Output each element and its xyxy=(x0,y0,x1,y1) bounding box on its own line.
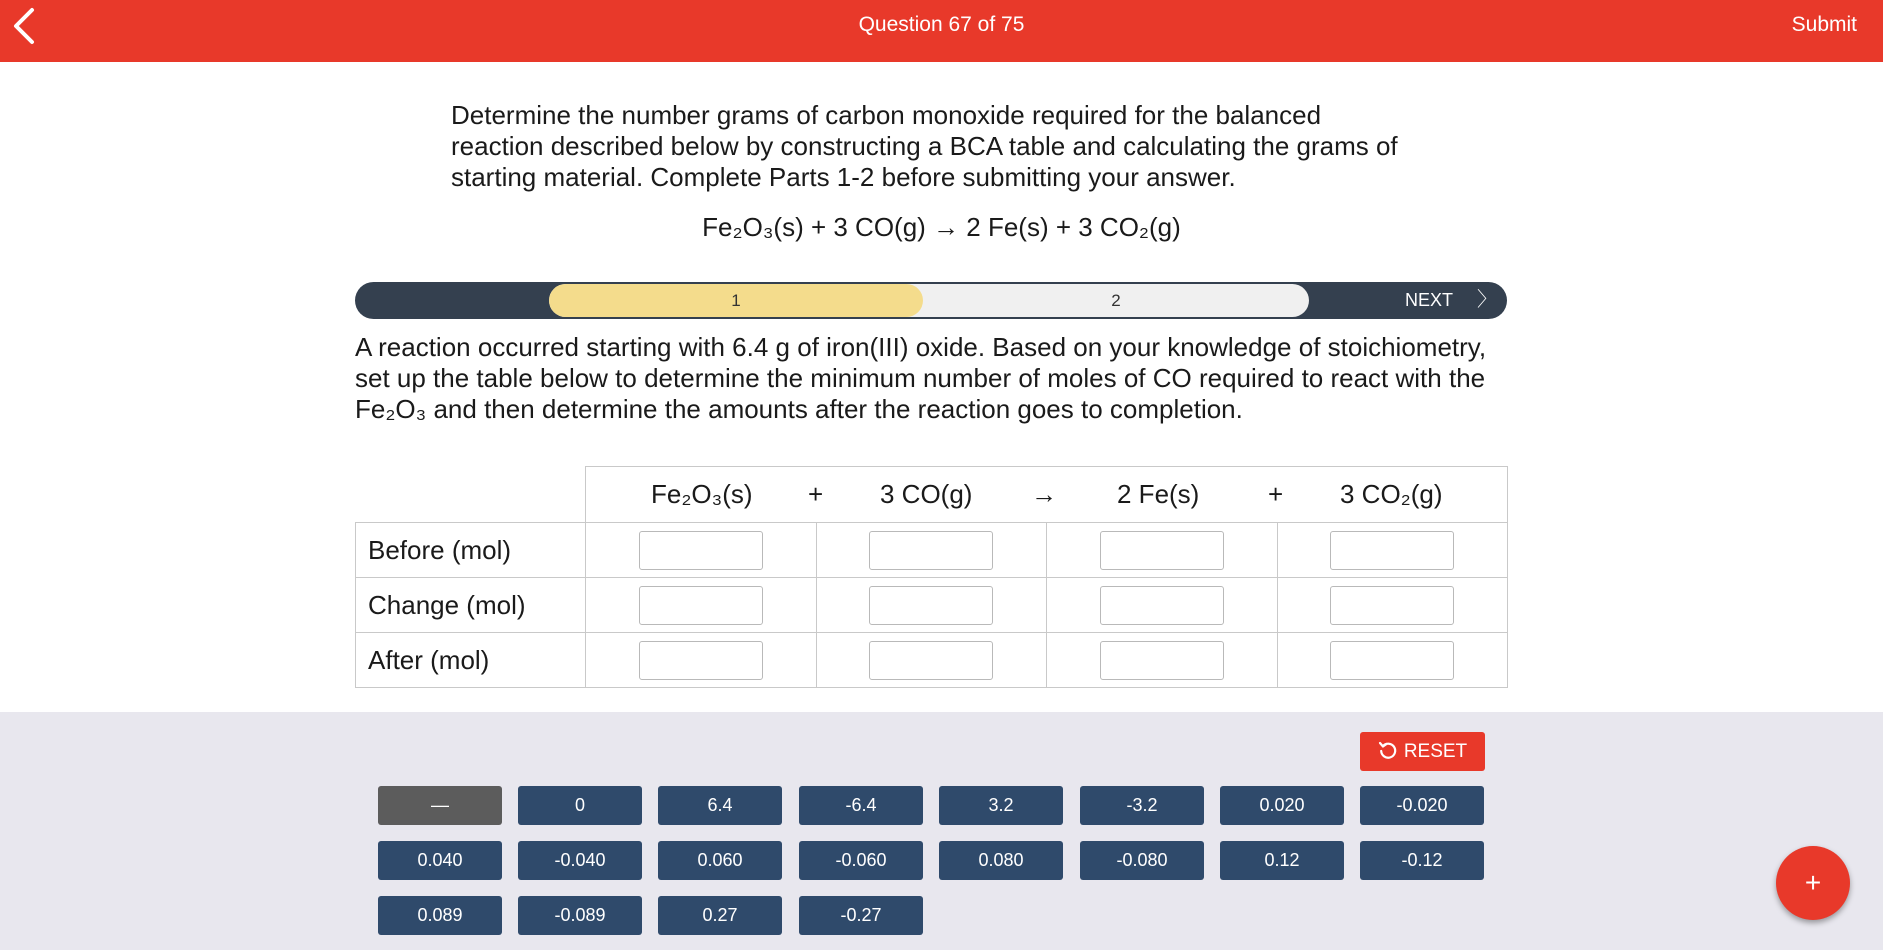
cell xyxy=(1047,523,1278,578)
answer-chip[interactable]: -0.020 xyxy=(1360,786,1484,825)
answer-chip[interactable]: 6.4 xyxy=(658,786,782,825)
answer-chip[interactable]: — xyxy=(378,786,502,825)
species-co2: 3 CO₂(g) xyxy=(1340,479,1443,509)
reset-label: RESET xyxy=(1403,741,1468,762)
bca-table xyxy=(355,466,1508,688)
cell xyxy=(1047,578,1278,633)
top-bar xyxy=(0,0,1883,62)
answer-chip[interactable]: 0.080 xyxy=(939,841,1063,880)
answer-chip[interactable]: -0.27 xyxy=(799,896,923,935)
part-stepper xyxy=(355,282,1507,319)
answer-tray xyxy=(0,712,1883,950)
cell xyxy=(1277,578,1508,633)
answer-chip[interactable]: -0.089 xyxy=(518,896,642,935)
answer-box-change-co[interactable] xyxy=(869,586,993,625)
row-label-change: Change (mol) xyxy=(356,578,586,633)
answer-chip[interactable]: 0 xyxy=(518,786,642,825)
operator-arrow: → xyxy=(1031,479,1057,509)
undo-icon xyxy=(1378,740,1398,760)
answer-box-before-co[interactable] xyxy=(869,531,993,570)
plus-icon: + xyxy=(1804,867,1822,898)
answer-box-change-co2[interactable] xyxy=(1330,586,1454,625)
cell xyxy=(1047,633,1278,688)
answer-chip[interactable]: -0.060 xyxy=(799,841,923,880)
cell xyxy=(586,523,817,578)
answer-chip[interactable]: 3.2 xyxy=(939,786,1063,825)
cell xyxy=(586,578,817,633)
table-row xyxy=(356,523,1508,578)
answer-chip[interactable]: -0.080 xyxy=(1080,841,1204,880)
answer-chip[interactable]: -6.4 xyxy=(799,786,923,825)
operator-plus-1: + xyxy=(808,479,824,509)
cell xyxy=(1277,633,1508,688)
step-1-label: 1 xyxy=(731,291,741,310)
answer-box-after-co2[interactable] xyxy=(1330,641,1454,680)
answer-box-change-fe2o3[interactable] xyxy=(639,586,763,625)
add-button[interactable] xyxy=(1776,846,1850,920)
species-fe: 2 Fe(s) xyxy=(1117,479,1200,509)
species-fe2o3: Fe₂O₃(s) xyxy=(651,479,753,509)
answer-chip[interactable]: 0.040 xyxy=(378,841,502,880)
answer-chip[interactable]: -3.2 xyxy=(1080,786,1204,825)
table-corner xyxy=(356,467,586,523)
answer-chip[interactable]: 0.020 xyxy=(1220,786,1344,825)
next-button[interactable] xyxy=(1405,282,1497,319)
cell xyxy=(816,523,1047,578)
answer-chip[interactable]: 0.060 xyxy=(658,841,782,880)
answer-box-before-fe2o3[interactable] xyxy=(639,531,763,570)
table-header-row xyxy=(356,467,1508,523)
table-row xyxy=(356,633,1508,688)
answer-box-after-fe2o3[interactable] xyxy=(639,641,763,680)
answer-box-before-fe[interactable] xyxy=(1100,531,1224,570)
table-row xyxy=(356,578,1508,633)
answer-box-after-fe[interactable] xyxy=(1100,641,1224,680)
question-counter: Question 67 of 75 xyxy=(858,13,1025,36)
cell xyxy=(816,633,1047,688)
cell xyxy=(1277,523,1508,578)
answer-box-change-fe[interactable] xyxy=(1100,586,1224,625)
answer-chip[interactable]: -0.040 xyxy=(518,841,642,880)
step-2-label: 2 xyxy=(1111,291,1121,310)
answer-chip[interactable]: 0.12 xyxy=(1220,841,1344,880)
row-label-before: Before (mol) xyxy=(356,523,586,578)
step-1-tab[interactable] xyxy=(549,284,923,317)
question-prompt: Determine the number grams of carbon monoxide required for the balanced reaction described below by constructing a BCA table and calculating the grams of starting material. Complete Parts 1-2 before submitting your answer. xyxy=(451,100,1398,192)
part-instructions: A reaction occurred starting with 6.4 g of iron(III) oxide. Based on your knowledge of stoichiometry, set up the table below to determine the minimum number of moles of CO required to react with the Fe₂O₃ and then determine the amounts after the reaction goes to completion. xyxy=(355,332,1487,424)
cell xyxy=(816,578,1047,633)
answer-box-after-co[interactable] xyxy=(869,641,993,680)
answer-chip[interactable]: 0.27 xyxy=(658,896,782,935)
cell xyxy=(586,633,817,688)
submit-button[interactable]: Submit xyxy=(1791,13,1857,36)
next-label: NEXT xyxy=(1404,290,1453,310)
row-label-after: After (mol) xyxy=(356,633,586,688)
answer-chip[interactable]: -0.12 xyxy=(1360,841,1484,880)
reset-button[interactable] xyxy=(1360,732,1485,771)
species-co: 3 CO(g) xyxy=(880,479,973,509)
answer-box-before-co2[interactable] xyxy=(1330,531,1454,570)
operator-plus-2: + xyxy=(1268,479,1284,509)
equation-header xyxy=(586,467,1508,523)
answer-chip[interactable]: 0.089 xyxy=(378,896,502,935)
reaction-equation: Fe₂O₃(s) + 3 CO(g) → 2 Fe(s) + 3 CO₂(g) xyxy=(702,212,1181,242)
chevron-right-icon: 〉 xyxy=(1477,289,1497,311)
